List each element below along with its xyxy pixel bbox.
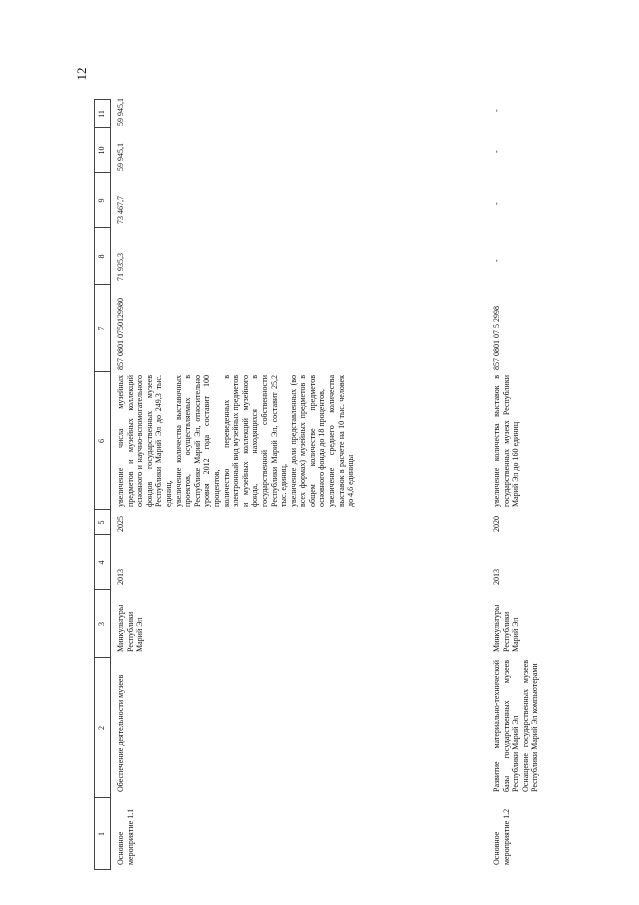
row2-value-2015: - — [492, 202, 501, 205]
header-col-10: 10 — [97, 146, 106, 155]
result-line: увеличение доли представленных (во всех формах) музейных предметов в общем количестве предметов основного фонда до 18 процентов, — [288, 375, 327, 507]
page-number: 12 — [74, 67, 89, 81]
header-col-2: 2 — [97, 726, 106, 730]
row1-value-2016: 59 945,1 — [116, 143, 125, 171]
row2-activity: Основное мероприятие 1.2 — [492, 808, 511, 865]
result-line: увеличение среднего количества выставок в расчете на 10 тыс. человек до 4,6 единицы — [327, 375, 356, 507]
header-col-1: 1 — [97, 832, 106, 836]
header-col-3: 3 — [97, 622, 106, 626]
row1-start-year: 2013 — [116, 569, 125, 585]
header-bottom-rule — [110, 100, 111, 870]
row2-title — [492, 660, 540, 792]
row1-budget-code: 857 0801 0750129980 — [116, 298, 125, 370]
row1-executor: Минкультуры Республики Марий Эл — [116, 604, 145, 652]
header-col-8: 8 — [97, 254, 106, 259]
result-line: количество переведенных в электронный вид музейных предметов и музейных коллекций музейного фонда, находящихся в государственной собственности Республики Марий Эл, составит 25,2 тыс. единиц, — [221, 375, 289, 507]
row1-value-2015: 73 467,7 — [116, 196, 125, 224]
header-col-9: 9 — [97, 198, 106, 203]
row2-value-2014: - — [492, 259, 501, 262]
header-col-7: 7 — [97, 326, 106, 331]
row1-value-2017: 59 945,1 — [116, 98, 125, 126]
row1-end-year: 2025 — [116, 516, 125, 532]
header-col-11: 11 — [97, 110, 106, 118]
row1-activity: Основное мероприятие 1.1 — [116, 808, 135, 865]
row1-expected-results — [116, 375, 356, 507]
row1-title: Обеспечение деятельности музеев — [116, 674, 125, 792]
result-line: увеличение количества выставочных проектов, осуществляемых в Республике Марий Эл, относительно уровня 2012 года составит 100 процентов, — [173, 375, 221, 507]
row2-start-year: 2013 — [492, 569, 501, 585]
row2-value-2016: - — [492, 150, 501, 153]
budget-table — [94, 90, 634, 870]
row2-end-year: 2020 — [492, 516, 501, 532]
title-line: Развитие материально-технической базы государственных музеев Республики Марий Эл — [492, 660, 521, 792]
result-line: увеличение числа музейных предметов и музейных коллекций основного и научно-вспомогательного фондов государственных музеев Республики Марий Эл до 249,3 тыс. единиц, — [116, 375, 173, 507]
row2-executor: Минкультуры Республики Марий Эл — [492, 604, 521, 652]
table-top-rule — [94, 100, 95, 870]
row2-expected-results: увеличение количества выставок в государственных музеях Республики Марий Эл до 160 единиц — [492, 375, 521, 507]
header-col-4: 4 — [97, 560, 106, 565]
header-col-5: 5 — [97, 520, 106, 525]
row2-budget-code: 857 0801 07 5 2998 — [492, 306, 501, 370]
title-line: Оснащение государственных музеев Республики Марий Эл компьютерами — [520, 660, 540, 792]
header-col-6: 6 — [97, 439, 106, 443]
row2-value-2017: - — [492, 109, 501, 112]
row1-value-2014: 71 935,3 — [116, 253, 125, 281]
